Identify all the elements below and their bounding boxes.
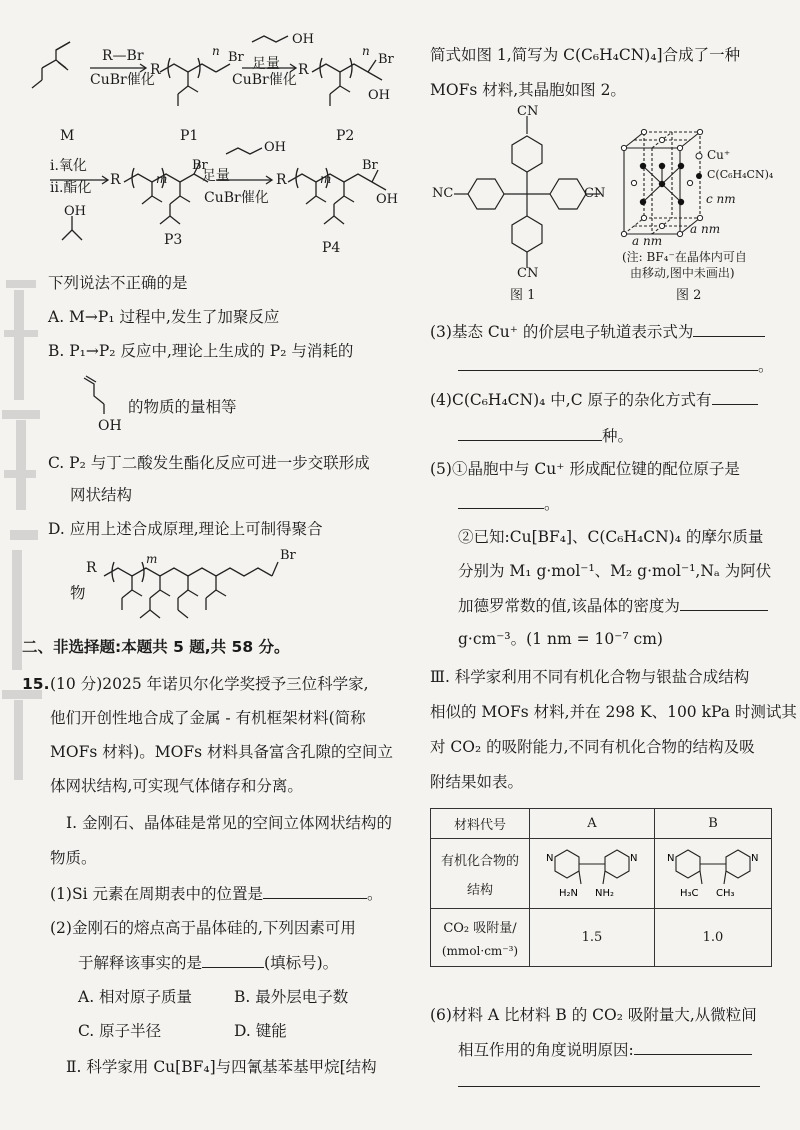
table-row-co2-label	[431, 909, 530, 967]
q15-intro-1: (10 分)2025 年诺贝尔化学奖授予三位科学家,	[50, 675, 369, 693]
table-cell-structure-a	[530, 839, 655, 909]
q2-text-b	[78, 953, 338, 973]
fig2-legend-cu: Cu⁺	[707, 148, 731, 162]
q5b-label: 加德罗常数的值,该晶体的密度为	[458, 597, 680, 615]
q4-label: (4)C(C₆H₄CN)₄ 中,C 原子的杂化方式有	[430, 391, 712, 409]
scheme-br-3: Br	[192, 158, 208, 173]
part-iii-1: Ⅲ. 科学家利用不同有机化合物与银盐合成结构	[430, 668, 750, 686]
scheme-m-2: m	[320, 172, 332, 186]
table-cell-value-a: 1.5	[530, 909, 655, 967]
q6-answer-blank-1[interactable]	[634, 1040, 752, 1055]
reagent3-i: ⅰ.氧化	[50, 158, 87, 174]
q5b-answer-blank[interactable]	[680, 596, 768, 611]
fig1-nc-left: NC	[432, 186, 454, 201]
polymer-r: R	[86, 560, 97, 576]
fig1-cn-right: CN	[584, 186, 606, 201]
scheme-r-1: R	[150, 62, 161, 78]
allyl-alcohol-structure	[80, 374, 128, 424]
scheme-oh-2: OH	[368, 88, 390, 103]
polymer-d-structure	[94, 546, 394, 634]
q1-label: (1)Si 元素在周期表中的位置是	[50, 885, 263, 903]
q5b-line-4: g·cm⁻³。(1 nm = 10⁻⁷ cm)	[458, 630, 663, 648]
section-title: 二、非选择题:本题共 5 题,共 58 分。	[22, 638, 290, 656]
part-i-2: 物质。	[50, 849, 97, 867]
q1-text	[50, 884, 382, 904]
label-p3: P3	[164, 232, 183, 248]
part-iii-4: 附结果如表。	[430, 773, 524, 791]
watermark	[0, 270, 45, 790]
reagent1-top: R—Br	[102, 48, 144, 64]
q4-answer-blank-2[interactable]	[458, 426, 602, 441]
scheme-r-2: R	[298, 62, 309, 78]
reagent4-bottom: CuBr催化	[204, 190, 269, 206]
q3-label: (3)基态 Cu⁺ 的价层电子轨道表示式为	[430, 323, 694, 341]
fig2-caption: 图 2	[676, 288, 702, 303]
scheme-n-1: n	[212, 44, 220, 58]
scheme-oh-4: OH	[264, 140, 286, 155]
q6-answer-blank-2[interactable]	[458, 1072, 760, 1087]
q2-text-a: (2)金刚石的熔点高于晶体硅的,下列因素可用	[50, 919, 356, 937]
q2-label: 于解释该事实的是	[78, 954, 203, 972]
q2-option-a: A. 相对原子质量	[78, 988, 193, 1006]
q14-option-a: A. M→P₁ 过程中,发生了加聚反应	[48, 308, 280, 326]
fig1-cn-top: CN	[517, 104, 539, 119]
table-header-b: B	[655, 809, 772, 839]
fig2-a-dim-2: a nm	[690, 222, 721, 236]
q5b-line-2: 分别为 M₁ g·mol⁻¹、M₂ g·mol⁻¹,Nₐ 为阿伏	[458, 562, 772, 580]
svg-text:NH₂: NH₂	[595, 887, 615, 899]
q14-option-d-cont: 物	[70, 584, 86, 602]
reagent2-top: 足量	[252, 56, 280, 72]
fig2-note-1: (注: BF₄⁻在晶体内可自	[622, 250, 747, 264]
reagent3-ii: ⅱ.酯化	[50, 180, 92, 196]
legend-markers	[693, 150, 705, 190]
q3-text	[430, 322, 765, 342]
q15-intro-2: 他们开创性地合成了金属 - 有机框架材料(简称	[50, 709, 366, 727]
q15-number: 15.	[22, 675, 50, 693]
q15-intro-4: 体网状结构,可实现气体储存和分离。	[50, 777, 303, 795]
q3-end: 。	[758, 357, 774, 375]
table-row-structure-label	[431, 839, 530, 909]
co2-label-1: CO₂ 吸附量/	[443, 921, 517, 936]
part-ii-3: MOFs 材料,其晶胞如图 2。	[430, 81, 626, 99]
fig1-caption: 图 1	[510, 288, 536, 303]
q2-option-c: C. 原子半径	[78, 1022, 162, 1040]
q5a-text: (5)①晶胞中与 Cu⁺ 形成配位键的配位原子是	[430, 460, 740, 478]
part-iii-3: 对 CO₂ 的吸附能力,不同有机化合物的结构及吸	[430, 738, 755, 756]
svg-text:N: N	[751, 852, 759, 864]
table-cell-structure-b	[655, 839, 772, 909]
svg-text:N: N	[546, 852, 554, 864]
structure-label-2: 结构	[466, 882, 493, 898]
fig2-note-2: 由移动,图中未画出)	[630, 266, 735, 280]
q6-label: 相互作用的角度说明原因:	[458, 1041, 634, 1059]
scheme-r-3: R	[110, 172, 121, 188]
table-header-a: A	[530, 809, 655, 839]
scheme-m-1: m	[156, 172, 168, 186]
q4-end: 种。	[602, 427, 634, 445]
q2-option-d: D. 键能	[234, 1022, 287, 1040]
structure-label-1: 有机化合物的	[440, 853, 519, 869]
q14-option-b: B. P₁→P₂ 反应中,理论上生成的 P₂ 与消耗的	[48, 342, 354, 360]
q14-stem: 下列说法不正确的是	[48, 274, 188, 292]
q3-answer-blank-1[interactable]	[693, 322, 765, 337]
q4-answer-blank-1[interactable]	[712, 390, 758, 405]
q2-option-b: B. 最外层电子数	[234, 988, 349, 1006]
scheme-oh-5: OH	[376, 192, 398, 207]
table-cell-value-b: 1.0	[655, 909, 772, 967]
label-m: M	[60, 128, 75, 144]
q5b-line-3	[458, 596, 768, 616]
q15-intro-3: MOFs 材料)。MOFs 材料具备富含孔隙的空间立	[50, 743, 393, 761]
scheme-n-2: n	[362, 44, 370, 58]
svg-text:H₃C: H₃C	[680, 887, 699, 899]
q1-end: 。	[366, 885, 383, 903]
allyl-oh: OH	[98, 418, 122, 434]
svg-text:CH₃: CH₃	[716, 887, 735, 899]
table-header-code: 材料代号	[431, 809, 530, 839]
q14-option-c: C. P₂ 与丁二酸发生酯化反应可进一步交联形成	[48, 454, 370, 472]
q4-line-2	[458, 426, 633, 446]
svg-text:N: N	[630, 852, 638, 864]
svg-text:N: N	[667, 852, 675, 864]
q6-text-a: (6)材料 A 比材料 B 的 CO₂ 吸附量大,从微粒间	[430, 1006, 757, 1024]
q3-line-2	[458, 356, 774, 376]
q14-option-b-cont: 的物质的量相等	[128, 398, 237, 416]
q2-answer-blank[interactable]	[202, 953, 264, 968]
scheme-br-2: Br	[378, 52, 394, 67]
reagent2-bottom: CuBr催化	[232, 72, 297, 88]
q14-option-d: D. 应用上述合成原理,理论上可制得聚合	[48, 520, 323, 538]
fig1-cn-bottom: CN	[517, 266, 539, 281]
polymer-m: m	[146, 552, 158, 566]
q5b-line-1: ②已知:Cu[BF₄]、C(C₆H₄CN)₄ 的摩尔质量	[458, 528, 764, 546]
q4-text	[430, 390, 758, 410]
q3-answer-blank-2[interactable]	[458, 356, 758, 371]
part-ii-2: 简式如图 1,简写为 C(C₆H₄CN)₄]合成了一种	[430, 46, 741, 64]
label-p4: P4	[322, 240, 341, 256]
q5a-answer-blank[interactable]	[458, 494, 544, 509]
reagent4-top: 足量	[202, 168, 230, 184]
scheme-br-1: Br	[228, 50, 244, 65]
q6-text-b	[458, 1040, 752, 1060]
scheme-r-4: R	[276, 172, 287, 188]
bipyridine-diamine-structure	[537, 842, 647, 902]
part-ii-1: Ⅱ. 科学家用 Cu[BF₄]与四氰基苯基甲烷[结构	[66, 1058, 377, 1076]
scheme-br-4: Br	[362, 158, 378, 173]
dimethyl-bipyridine-structure	[658, 842, 768, 902]
q1-answer-blank[interactable]	[263, 884, 367, 899]
label-p2: P2	[336, 128, 355, 144]
q6-line-2	[458, 1072, 760, 1092]
scheme-oh-1: OH	[292, 32, 314, 47]
q2-end: (填标号)。	[264, 954, 339, 972]
part-i-1: Ⅰ. 金刚石、晶体硅是常见的空间立体网状结构的	[66, 814, 392, 832]
fig2-a-dim-1: a nm	[632, 234, 663, 248]
q5a-line-2	[458, 494, 560, 514]
q14-option-c-cont: 网状结构	[70, 486, 133, 504]
q5a-end: 。	[544, 495, 560, 513]
co2-label-2: (mmol·cm⁻³)	[441, 944, 519, 958]
polymer-br: Br	[280, 548, 296, 563]
reagent1-bottom: CuBr催化	[90, 72, 155, 88]
fig2-legend-c: C(C₆H₄CN)₄	[707, 168, 774, 181]
fig2-c-dim: c nm	[706, 192, 736, 206]
svg-text:H₂N: H₂N	[559, 887, 579, 899]
label-p1: P1	[180, 128, 199, 144]
scheme-oh-3: OH	[64, 204, 86, 219]
part-iii-2: 相似的 MOFs 材料,并在 298 K、100 kPa 时测试其	[430, 703, 797, 721]
adsorption-table	[430, 808, 772, 967]
